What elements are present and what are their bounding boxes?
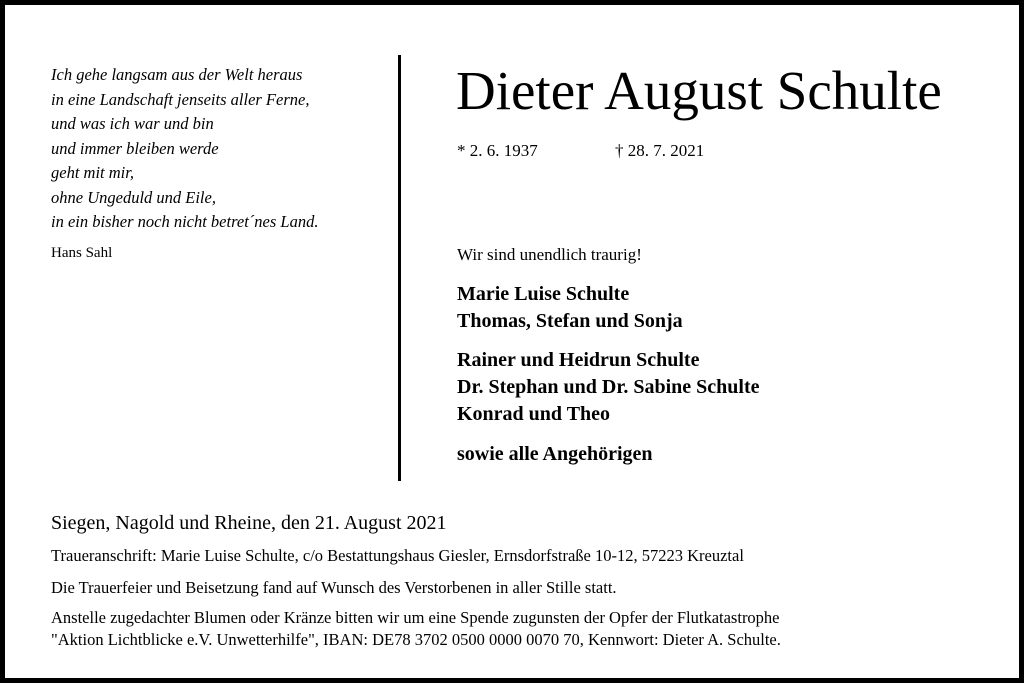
mourner-line: sowie alle Angehörigen — [457, 443, 653, 465]
mourner-line: Konrad und Theo — [457, 403, 611, 425]
donation-line: Anstelle zugedachter Blumen oder Kränze bitten wir um eine Spende zugunsten der Opfer der Flutkatastrophe — [51, 608, 780, 627]
mourning-text: Wir sind unendlich traurig! — [457, 245, 642, 264]
poem-line: in eine Landschaft jenseits aller Ferne, — [51, 89, 310, 109]
mourner-line: Rainer und Heidrun Schulte — [457, 349, 700, 371]
poem-line: ohne Ungeduld und Eile, — [51, 187, 216, 207]
poem-line: in ein bisher noch nicht betret´nes Land. — [51, 212, 319, 231]
mourner-line: Thomas, Stefan und Sonja — [457, 310, 683, 332]
mourning-address: Traueranschrift: Marie Luise Schulte, c/o Bestattungshaus Giesler, Ernsdorfstraße 10-12, 57223 Kreuztal — [51, 546, 744, 565]
mourners-group-2 — [457, 347, 760, 428]
poem-author: Hans Sahl — [51, 245, 113, 261]
life-dates — [457, 141, 704, 161]
poem — [51, 63, 318, 235]
poem-line: und was ich war und bin — [51, 114, 214, 133]
ceremony-note: Die Trauerfeier und Beisetzung fand auf Wunsch des Verstorbenen in aller Stille statt. — [51, 578, 617, 597]
poem-line: Ich gehe langsam aus der Welt heraus — [51, 65, 303, 84]
mourners-group-3 — [457, 441, 653, 468]
place-and-date: Siegen, Nagold und Rheine, den 21. August 2021 — [51, 512, 447, 534]
vertical-divider — [398, 55, 401, 481]
mourners-group-1 — [457, 281, 683, 335]
birth-date: * 2. 6. 1937 — [457, 141, 538, 160]
poem-line: geht mit mir, — [51, 163, 134, 182]
death-date: † 28. 7. 2021 — [615, 141, 705, 160]
poem-line: und immer bleiben werde — [51, 138, 219, 158]
donation-line: "Aktion Lichtblicke e.V. Unwetterhilfe", IBAN: DE78 3702 0500 0000 0070 70, Kennwort: Dieter A. Schulte. — [51, 630, 781, 649]
deceased-name: Dieter August Schulte — [456, 60, 942, 121]
mourner-line: Marie Luise Schulte — [457, 283, 630, 305]
donation-note — [51, 607, 781, 651]
mourner-line: Dr. Stephan und Dr. Sabine Schulte — [457, 376, 760, 398]
